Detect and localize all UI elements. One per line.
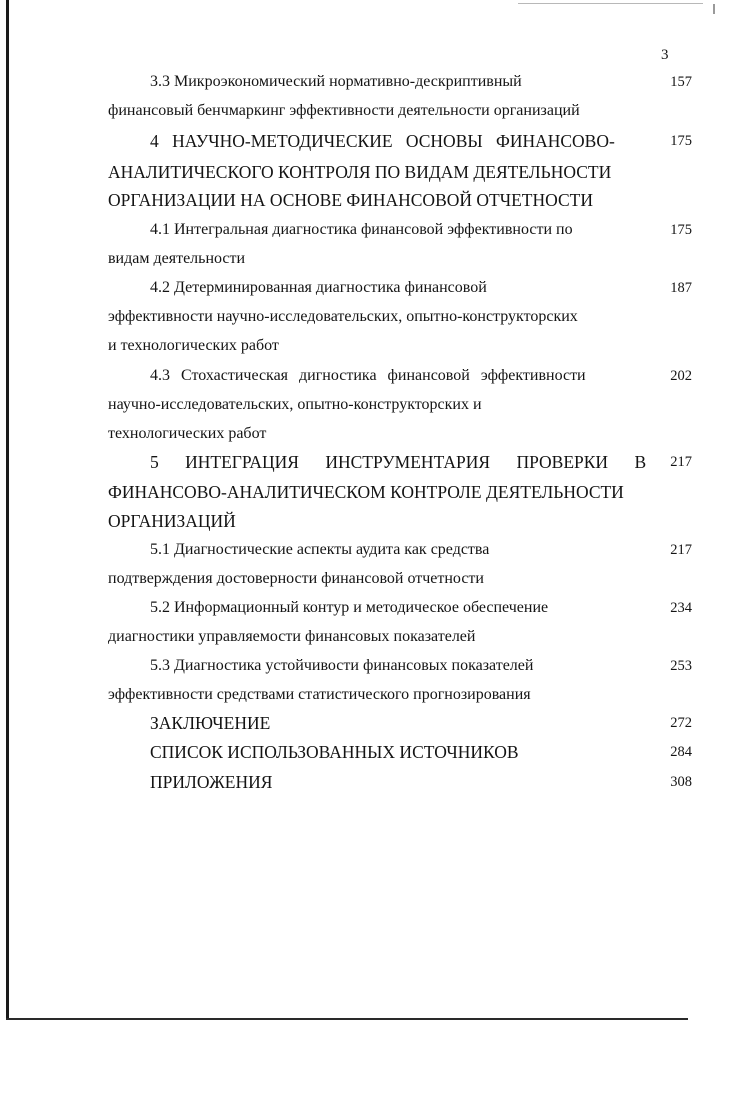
toc-entry-4-3-line-2: научно-исследовательских, опытно-конструкторских и xyxy=(108,396,482,413)
toc-entry-4-3-page: 202 xyxy=(670,368,692,384)
toc-entry-4-2-page: 187 xyxy=(670,280,692,296)
toc-entry-5-1-line-2: подтверждения достоверности финансовой отчетности xyxy=(108,570,484,587)
toc-entry-4-1-line-2: видам деятельности xyxy=(108,250,246,267)
scan-left-border xyxy=(6,0,9,1020)
toc-entry-3-3-line-2: финансовый бенчмаркинг эффективности деятельности организаций xyxy=(108,102,580,119)
toc-entry-5-1-line-1: 5.1 Диагностические аспекты аудита как средства xyxy=(150,541,490,558)
toc-entry-4-2-line-1: 4.2 Детерминированная диагностика финансовой xyxy=(150,279,487,296)
toc-entry-5-3-line-2: эффективности средствами статистического прогнозирования xyxy=(108,686,531,703)
scan-top-line xyxy=(518,3,703,4)
toc-references: СПИСОК ИСПОЛЬЗОВАННЫХ ИСТОЧНИКОВ xyxy=(150,742,519,762)
toc-entry-5-2-line-1: 5.2 Информационный контур и методическое обеспечение xyxy=(150,599,549,616)
toc-appendices: ПРИЛОЖЕНИЯ xyxy=(150,772,273,792)
toc-entry-5-1-page: 217 xyxy=(670,542,692,558)
toc-entry-4-1-page: 175 xyxy=(670,222,692,238)
toc-appendices-page: 308 xyxy=(670,774,692,790)
toc-entry-4-1-line-1: 4.1 Интегральная диагностика финансовой эффективности по xyxy=(150,221,573,238)
toc-entry-3-3-line-1: 3.3 Микроэкономический нормативно-дескриптивный xyxy=(150,73,522,90)
toc-entry-5-2-page: 234 xyxy=(670,600,692,616)
toc-conclusion: ЗАКЛЮЧЕНИЕ xyxy=(150,713,271,733)
scan-corner-mark xyxy=(713,4,715,14)
toc-entry-5-3-page: 253 xyxy=(670,658,692,674)
toc-entry-5-2-line-2: диагностики управляемости финансовых показателей xyxy=(108,628,476,645)
toc-chapter-4-line-1: 4 НАУЧНО-МЕТОДИЧЕСКИЕ ОСНОВЫ ФИНАНСОВО- xyxy=(150,131,615,151)
toc-chapter-5-line-2: ФИНАНСОВО-АНАЛИТИЧЕСКОМ КОНТРОЛЕ ДЕЯТЕЛЬНОСТИ xyxy=(108,482,624,502)
toc-entry-4-3-line-3: технологических работ xyxy=(108,425,267,442)
toc-entry-4-3-line-1: 4.3 Стохастическая дигностика финансовой эффективности xyxy=(150,367,586,384)
toc-entry-4-2-line-2: эффективности научно-исследовательских, опытно-конструкторских xyxy=(108,308,578,325)
toc-chapter-4-page: 175 xyxy=(670,133,692,149)
toc-chapter-4-line-2: АНАЛИТИЧЕСКОГО КОНТРОЛЯ ПО ВИДАМ ДЕЯТЕЛЬНОСТИ xyxy=(108,162,612,182)
toc-chapter-5-line-3: ОРГАНИЗАЦИЙ xyxy=(108,511,236,531)
toc-entry-4-2-line-3: и технологических работ xyxy=(108,337,279,354)
toc-chapter-4-line-3: ОРГАНИЗАЦИИ НА ОСНОВЕ ФИНАНСОВОЙ ОТЧЕТНОСТИ xyxy=(108,190,593,210)
toc-conclusion-page: 272 xyxy=(670,715,692,731)
toc-entry-5-3-line-1: 5.3 Диагностика устойчивости финансовых показателей xyxy=(150,657,534,674)
toc-chapter-5-page: 217 xyxy=(670,454,692,470)
page-number: 3 xyxy=(661,47,669,63)
toc-references-page: 284 xyxy=(670,744,692,760)
scan-bottom-border xyxy=(6,1018,688,1020)
toc-chapter-5-line-1: 5 ИНТЕГРАЦИЯ ИНСТРУМЕНТАРИЯ ПРОВЕРКИ В xyxy=(150,452,647,472)
toc-entry-3-3-page: 157 xyxy=(670,74,692,90)
